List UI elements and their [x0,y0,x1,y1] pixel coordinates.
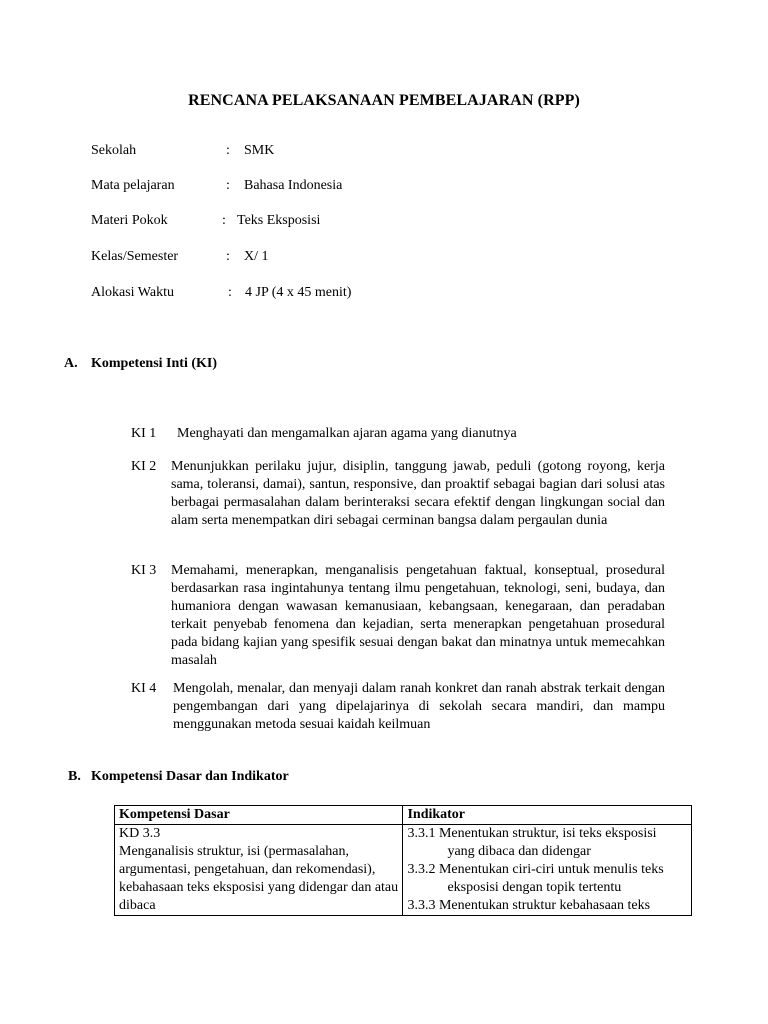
info-value: Bahasa Indonesia [244,178,343,193]
info-value: 4 JP (4 x 45 menit) [245,285,352,300]
section-title: Kompetensi Dasar dan Indikator [91,769,289,784]
table-header-row [115,806,692,825]
info-colon: : [226,178,230,193]
info-colon: : [228,285,232,300]
info-label: Materi Pokok [91,213,168,228]
indicator-item: 3.3.2 Menentukan ciri-ciri untuk menulis teks eksposisi dengan topik tertentu [407,862,664,895]
ki-text: Menghayati dan mengamalkan ajaran agama yang dianutnya [177,426,517,441]
ki-item-4 [131,680,665,734]
column-header-indikator: Indikator [403,806,692,825]
info-label: Sekolah [91,143,137,158]
section-letter: A. [64,356,78,371]
section-title: Kompetensi Inti (KI) [91,356,217,371]
info-colon: : [226,249,230,264]
indicator-item: 3.3.3 Menentukan struktur kebahasaan teks [407,898,651,913]
ki-code: KI 4 [131,681,157,696]
ki-code: KI 2 [131,459,157,474]
indicator-item: 3.3.1 Menentukan struktur, isi teks eksposisi yang dibaca dan didengar [407,826,657,859]
kd-text: Menganalisis struktur, isi (permasalahan, argumentasi, pengetahuan, dan rekomendasi), kebahasaan teks eksposisi yang didengar dan atau dibaca [119,844,399,913]
column-header-kompetensi-dasar: Kompetensi Dasar [115,806,403,825]
section-letter: B. [68,769,81,784]
kd-cell [115,825,403,916]
table-row [115,825,692,916]
kd-code: KD 3.3 [119,826,161,841]
ki-item-1 [131,425,665,443]
kd-indicator-table [114,805,692,916]
ki-code: KI 3 [131,563,157,578]
info-value: X/ 1 [244,249,269,264]
info-colon: : [222,213,226,228]
document-title: RENCANA PELAKSANAAN PEMBELAJARAN (RPP) [188,92,580,109]
info-label: Alokasi Waktu [91,285,174,300]
ki-item-2 [131,458,665,530]
ki-text: Memahami, menerapkan, menganalisis pengetahuan faktual, konseptual, prosedural berdasarkan rasa ingintahunya tentang ilmu pengetahuan, teknologi, seni, budaya, dan humaniora dengan wawasan kemanusiaan, kebangsaan, kenegaraan, dan peradaban terkait penyebab fenomena dan kejadian, serta menerapkan pengetahuan prosedural pada bidang kajian yang spesifik sesuai dengan bakat dan minatnya untuk memecahkan masalah [171,563,665,668]
info-value: Teks Eksposisi [237,213,321,228]
ki-code: KI 1 [131,426,157,441]
ki-item-3 [131,562,665,670]
ki-text: Menunjukkan perilaku jujur, disiplin, tanggung jawab, peduli (gotong royong, kerja sama, toleransi, damai), santun, responsive, dan proaktif sebagai bagian dari solusi atas berbagai permasalahan dalam berinteraksi secara efektif dengan lingkungan social dan alam serta menempatkan diri sebagai cerminan bangsa dalam pergaulan dunia [171,459,665,528]
ki-text: Mengolah, menalar, dan menyaji dalam ranah konkret dan ranah abstrak terkait dengan pengembangan dari yang dipelajarinya di sekolah secara mandiri, dan mampu menggunakan metoda sesuai kaidah keilmuan [173,681,665,732]
info-label: Mata pelajaran [91,178,175,193]
indicator-cell [403,825,692,916]
info-colon: : [226,143,230,158]
info-label: Kelas/Semester [91,249,179,264]
info-value: SMK [244,143,275,158]
